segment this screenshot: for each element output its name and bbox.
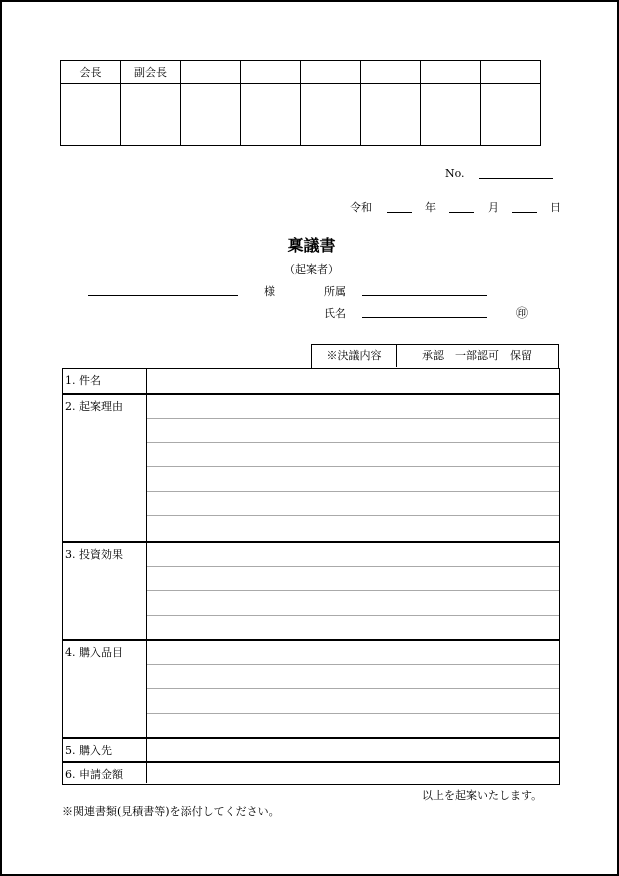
approval-header-row — [61, 61, 541, 84]
approval-header-cell — [301, 61, 361, 84]
affiliation-label: 所属 — [324, 285, 346, 298]
writing-line — [147, 515, 559, 516]
writing-line — [147, 418, 559, 419]
writing-line — [147, 491, 559, 492]
year-field[interactable] — [387, 212, 412, 213]
date-day-label: 日 — [550, 201, 561, 214]
name-label: 氏名 — [324, 307, 346, 320]
form-row-reason[interactable] — [63, 393, 559, 541]
row-divider — [146, 739, 147, 761]
form-row-investment-effect[interactable] — [63, 541, 559, 639]
stamp-cell[interactable] — [481, 84, 541, 146]
decision-label: ※決議内容 — [312, 345, 397, 367]
approval-header-cell — [481, 61, 541, 84]
honorific-label: 様 — [264, 285, 275, 298]
stamp-cell[interactable] — [421, 84, 481, 146]
approval-header-cell: 会長 — [61, 61, 121, 84]
day-field[interactable] — [512, 212, 537, 213]
approval-header-cell — [181, 61, 241, 84]
stamp-cell[interactable] — [301, 84, 361, 146]
form-row-subject — [63, 369, 559, 393]
approval-header-cell: 副会長 — [121, 61, 181, 84]
stamp-cell[interactable] — [361, 84, 421, 146]
approval-header-cell — [421, 61, 481, 84]
decision-box — [311, 344, 559, 368]
stamp-cell[interactable] — [121, 84, 181, 146]
approval-header-cell — [361, 61, 421, 84]
attachment-note: ※関連書類(見積書等)を添付してください。 — [62, 805, 280, 818]
form-row-amount[interactable] — [63, 761, 559, 783]
row-label: 4. 購入品目 — [65, 646, 123, 659]
doc-no-field[interactable] — [479, 178, 553, 179]
proposal-form — [62, 368, 560, 785]
seal-mark: ㊞ — [516, 306, 529, 320]
writing-line — [147, 590, 559, 591]
row-divider — [146, 763, 147, 783]
date-year-label: 年 — [425, 201, 436, 214]
stamp-cell[interactable] — [181, 84, 241, 146]
writing-line — [147, 664, 559, 665]
writing-line — [147, 442, 559, 443]
writing-line — [147, 615, 559, 616]
writing-line — [147, 466, 559, 467]
writing-line — [147, 566, 559, 567]
addressee-field[interactable] — [88, 295, 238, 296]
approval-header-cell — [241, 61, 301, 84]
approval-stamp-table — [60, 60, 541, 146]
row-divider — [146, 543, 147, 639]
page-title: 稟議書 — [287, 236, 336, 255]
row-divider — [146, 395, 147, 541]
row-divider — [146, 641, 147, 737]
row-label: 2. 起案理由 — [65, 400, 123, 413]
row-label: 5. 購入先 — [65, 744, 112, 757]
affiliation-field[interactable] — [362, 295, 487, 296]
row-label: 3. 投資効果 — [65, 548, 123, 561]
decision-options[interactable]: 承認 一部認可 保留 — [422, 349, 532, 362]
stamp-cell[interactable] — [61, 84, 121, 146]
month-field[interactable] — [449, 212, 474, 213]
doc-no-label: No. — [445, 167, 465, 180]
writing-line — [147, 688, 559, 689]
form-row-supplier[interactable] — [63, 737, 559, 761]
row-label: 1. 件名 — [65, 374, 101, 387]
approval-stamp-row — [61, 84, 541, 146]
proposer-heading: （起案者） — [284, 263, 339, 276]
name-field[interactable] — [362, 317, 487, 318]
closing-statement: 以上を起案いたします。 — [422, 789, 543, 802]
row-label: 6. 申請金額 — [65, 768, 123, 781]
date-era: 令和 — [350, 201, 372, 214]
writing-line — [147, 713, 559, 714]
date-month-label: 月 — [488, 201, 499, 214]
row-divider — [146, 369, 147, 393]
stamp-cell[interactable] — [241, 84, 301, 146]
form-row-purchase-items[interactable] — [63, 639, 559, 737]
